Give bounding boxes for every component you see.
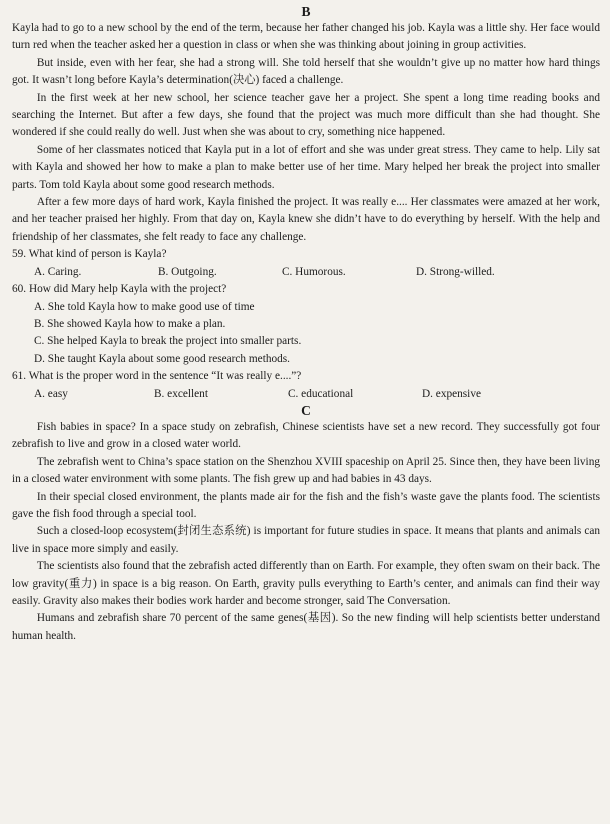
question-59-option-a[interactable]: A. Caring. (34, 265, 82, 278)
question-59-option-c[interactable]: C. Humorous. (282, 265, 346, 278)
section-c-paragraph: The scientists also found that the zebrafish acted differently than on Earth. For example, they often swam on their back. The low gravity(重力) in space is a big reason. On Earth, gravity pulls everything to Earth’s center, and animals can find their way easily. Gravity also makes their bodies work harder and become stronger, said The Conversation. (12, 560, 600, 607)
section-b-paragraph: In the first week at her new school, her science teacher gave her a project. She spent a long time reading books and searching the Internet. But after a few days, she found that the project was much more difficult than she had thought. She wondered if she could really do well. Just when she was about to cry, something nice happened. (12, 91, 600, 139)
page-content (12, 4, 600, 645)
question-61-option-d[interactable]: D. expensive (422, 387, 481, 400)
question-59-option-b[interactable]: B. Outgoing. (158, 265, 217, 278)
section-c-heading: C (301, 402, 311, 418)
question-60-option-d[interactable]: D. She taught Kayla about some good research methods. (34, 352, 291, 365)
question-60-option-c[interactable]: C. She helped Kayla to break the project into smaller parts. (34, 335, 302, 348)
question-60-option-a[interactable]: A. She told Kayla how to make good use of time (34, 300, 255, 313)
section-c-paragraph: Such a closed-loop ecosystem(封闭生态系统) is important for future studies in space. It means that plants and animals can live in space more simply and easily. (12, 525, 600, 555)
question-59-options (34, 264, 600, 281)
question-60-stem: 60. How did Mary help Kayla with the project? (12, 283, 227, 296)
section-c-paragraph: Fish babies in space? In a space study on zebrafish, Chinese scientists have set a new record. They successfully got four zebrafish to live and grow in a closed water world. (12, 420, 600, 451)
question-61-option-a[interactable]: A. easy (34, 387, 68, 400)
section-c-paragraph: The zebrafish went to China’s space station on the Shenzhou XVIII spaceship on April 25. Since then, they have been living in a closed water environment with some plants. The fish grew up and had babies in 43 days. (12, 455, 600, 486)
section-b-heading: B (301, 4, 311, 19)
question-61-options (34, 386, 600, 403)
question-59-option-d[interactable]: D. Strong-willed. (416, 265, 495, 278)
section-c-paragraph: Humans and zebrafish share 70 percent of the same genes(基因). So the new finding will help scientists better understand human health. (12, 612, 600, 642)
section-b-paragraph: Some of her classmates noticed that Kayla put in a lot of effort and she was under great stress. They came to help. Lily sat with Kayla and showed her how to make a plan to make better use of her time. Mary helped her break the project into smaller parts. Tom told Kayla about some good research methods. (12, 143, 600, 191)
question-61-stem: 61. What is the proper word in the sentence “It was really e....”? (12, 370, 302, 383)
section-c-paragraph: In their special closed environment, the plants made air for the fish and the fish’s waste gave the plants food. The scientists gave the fish food through a special tool. (12, 490, 600, 520)
question-60-option-b[interactable]: B. She showed Kayla how to make a plan. (34, 317, 226, 330)
section-b-paragraph: Kayla had to go to a new school by the end of the term, because her father changed his job. Kayla was a little shy. Her face would turn red when the teacher asked her a question in class or when she was thinking about joining in group activities. (12, 22, 600, 52)
question-59-stem: 59. What kind of person is Kayla? (12, 248, 167, 261)
question-61-option-c[interactable]: C. educational (288, 387, 354, 400)
question-61-option-b[interactable]: B. excellent (154, 387, 208, 400)
section-b-paragraph: After a few more days of hard work, Kayla finished the project. It was really e.... Her classmates were amazed at her work, and her teacher praised her highly. From that day on, Kayla knew she didn’t have to do everything by herself. With the help and friendship of her classmates, she felt ready to face any challenge. (12, 196, 600, 243)
section-b-paragraph: But inside, even with her fear, she had a strong will. She told herself that she wouldn’t give up no matter how hard things got. It wasn’t long before Kayla’s determination(决心) faced a challenge. (12, 56, 600, 87)
